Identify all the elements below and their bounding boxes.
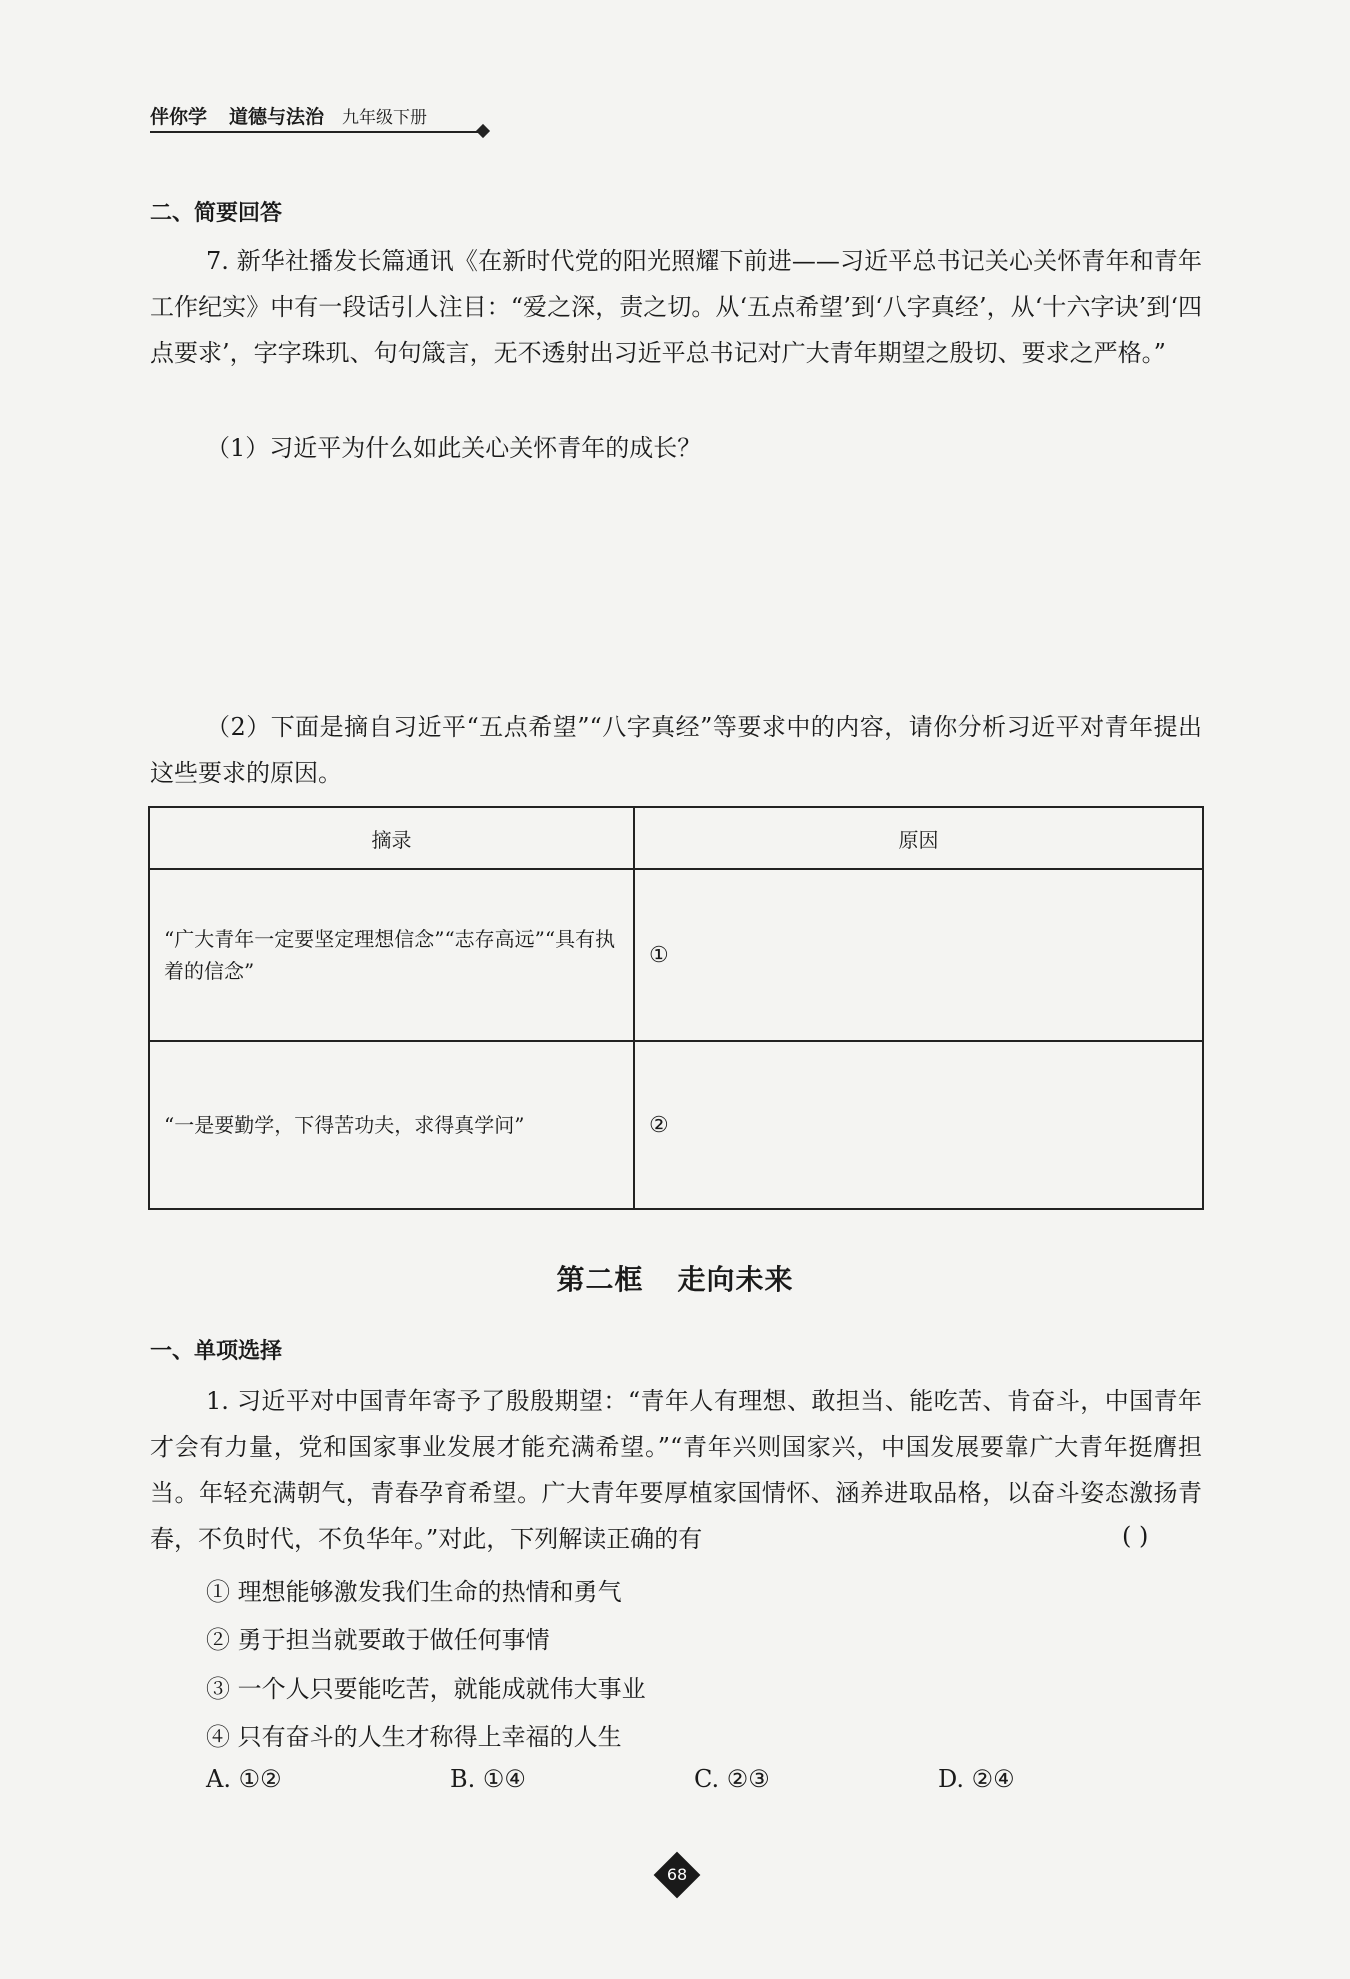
table-row (149, 869, 1203, 1041)
question-1-text: 1. 习近平对中国青年寄予了殷殷期望：“青年人有理想、敢担当、能吃苦、肯奋斗，中国青年才会有力量，党和国家事业发展才能充满希望。”“青年兴则国家兴，中国发展要靠广大青年挺膺担当。年轻充满朝气，青春孕育希望。广大青年要厚植家国情怀、涵养进取品格，以奋斗姿态激扬青春，不负时代，不负华年。”对此，下列解读正确的有 (150, 1387, 1202, 1553)
frame-name: 走向未来 (677, 1263, 794, 1296)
choice-c[interactable]: C. ②③ (694, 1765, 770, 1793)
running-header (150, 100, 427, 130)
table-header-reason: 原因 (634, 807, 1203, 869)
page-number-badge (654, 1852, 700, 1898)
frame-label: 第二框 (556, 1263, 644, 1296)
statement-4: ④ 只有奋斗的人生才称得上幸福的人生 (206, 1723, 622, 1751)
choice-d[interactable]: D. ②④ (938, 1765, 1015, 1793)
section-heading-short-answer: 二、简要回答 (150, 201, 283, 226)
table-cell-reason[interactable]: ① (634, 869, 1203, 1041)
table-row (149, 1041, 1203, 1209)
question-7-text: 7. 新华社播发长篇通讯《在新时代党的阳光照耀下前进——习近平总书记关心关怀青年和青年工作纪实》中有一段话引人注目：“爱之深，责之切。从‘五点希望’到‘八字真经’，从‘十六字诀’到‘四点要求’，字字珠玑、句句箴言，无不透射出习近平总书记对广大青年期望之殷切、要求之严格。” (150, 247, 1202, 367)
header-subject: 道德与法治 (229, 105, 325, 128)
choice-a[interactable]: A. ①② (206, 1765, 282, 1793)
table-cell-excerpt: “广大青年一定要坚定理想信念”“志存高远”“具有执着的信念” (149, 869, 634, 1041)
statement-1: ① 理想能够激发我们生命的热情和勇气 (206, 1578, 622, 1606)
statement-3: ③ 一个人只要能吃苦，就能成就伟大事业 (206, 1675, 646, 1703)
section-heading-single-choice: 一、单项选择 (150, 1339, 283, 1364)
question-7-part-1: （1）习近平为什么如此关心关怀青年的成长？ (206, 434, 702, 462)
answer-parentheses[interactable]: ( ) (1122, 1522, 1149, 1550)
header-diamond-icon (476, 124, 490, 138)
header-rule (150, 131, 480, 133)
table-header-excerpt: 摘录 (149, 807, 634, 869)
page-number: 68 (666, 1865, 688, 1884)
table-header-row (149, 807, 1203, 869)
excerpt-reason-table (148, 806, 1204, 1210)
table-cell-excerpt: “一是要勤学，下得苦功夫，求得真学问” (149, 1041, 634, 1209)
table-cell-reason[interactable]: ② (634, 1041, 1203, 1209)
statement-2: ② 勇于担当就要敢于做任何事情 (206, 1626, 550, 1654)
question-7-part-2: （2）下面是摘自习近平“五点希望”“八字真经”等要求中的内容，请你分析习近平对青年提出这些要求的原因。 (150, 713, 1202, 787)
choice-b[interactable]: B. ①④ (450, 1765, 526, 1793)
frame-title (0, 1258, 1350, 1298)
header-grade: 九年级下册 (342, 107, 428, 128)
header-brand: 伴你学 (150, 105, 208, 128)
